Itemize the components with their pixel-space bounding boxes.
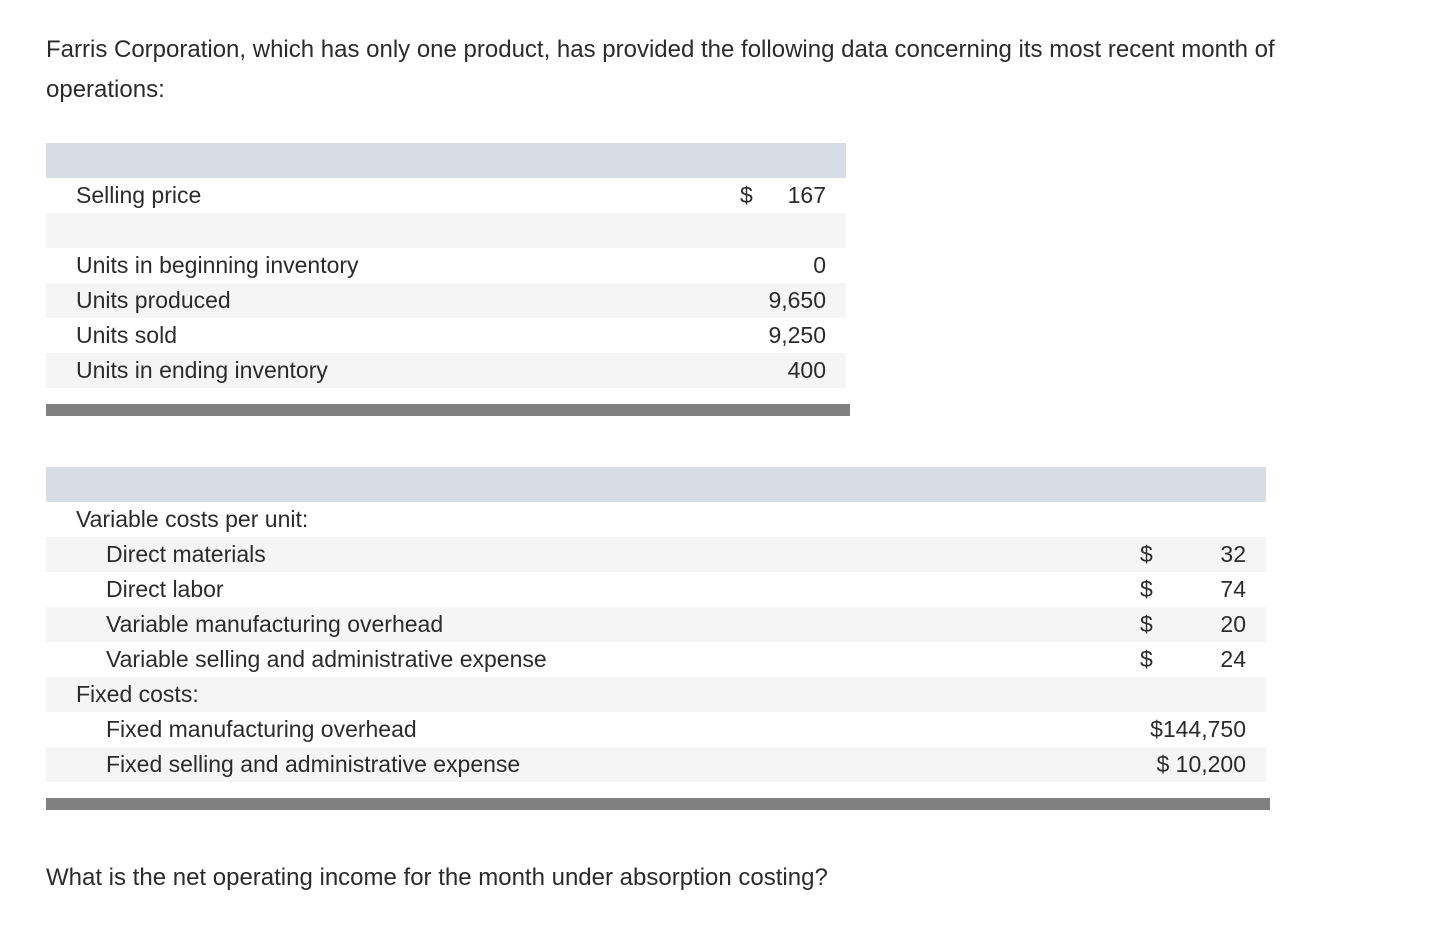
production-data-table [46,143,846,388]
row-value: 9,250 [768,322,826,348]
currency-symbol: $ [1140,646,1153,672]
row-label: Variable manufacturing overhead [106,611,444,637]
table-row-selling-price [46,178,846,213]
table-row [46,572,1266,607]
row-label: Units in beginning inventory [76,252,359,278]
question-text: What is the net operating income for the month under absorption costing? [46,864,828,891]
table-row [46,283,846,318]
table-header-band [46,143,846,178]
row-value: $ 10,200 [1156,751,1246,777]
row-value: 74 [1220,576,1246,602]
row-value: 0 [813,252,826,278]
currency-symbol: $ [740,182,753,208]
table-row [46,537,1266,572]
row-value: 24 [1220,646,1246,672]
table-row [46,248,846,283]
row-value: 32 [1220,541,1246,567]
row-value: 167 [787,182,826,208]
table-row [46,747,1266,782]
currency-symbol: $ [1140,576,1153,602]
row-label: Selling price [76,182,202,208]
table-row [46,642,1266,677]
table-row [46,353,846,388]
cost-data-table [46,467,1266,782]
row-label: Units in ending inventory [76,357,328,383]
table-row [46,318,846,353]
section-heading: Fixed costs: [76,681,199,707]
row-value: 400 [787,357,826,383]
row-value: 9,650 [768,287,826,313]
intro-paragraph: Farris Corporation, which has only one product, has provided the following data concerning its most recent month of operations: [46,36,1275,103]
row-value: 20 [1220,611,1246,637]
table-row-spacer [46,213,846,248]
section-heading-fixed [46,677,1266,712]
currency-symbol: $ [1140,611,1153,637]
table-header-band [46,467,1266,502]
currency-symbol: $ [1140,541,1153,567]
table-row [46,712,1266,747]
row-label: Units produced [76,287,231,313]
row-label: Units sold [76,322,177,348]
section-heading: Variable costs per unit: [76,506,309,532]
section-heading-variable [46,502,1266,537]
row-label: Fixed manufacturing overhead [106,716,417,742]
table-bottom-rule [46,798,1270,810]
table-row [46,607,1266,642]
row-label: Direct materials [106,541,266,567]
row-label: Direct labor [106,576,224,602]
row-label: Fixed selling and administrative expense [106,751,521,777]
row-label: Variable selling and administrative expense [106,646,547,672]
row-value: $144,750 [1150,716,1246,742]
table-bottom-rule [46,404,850,416]
